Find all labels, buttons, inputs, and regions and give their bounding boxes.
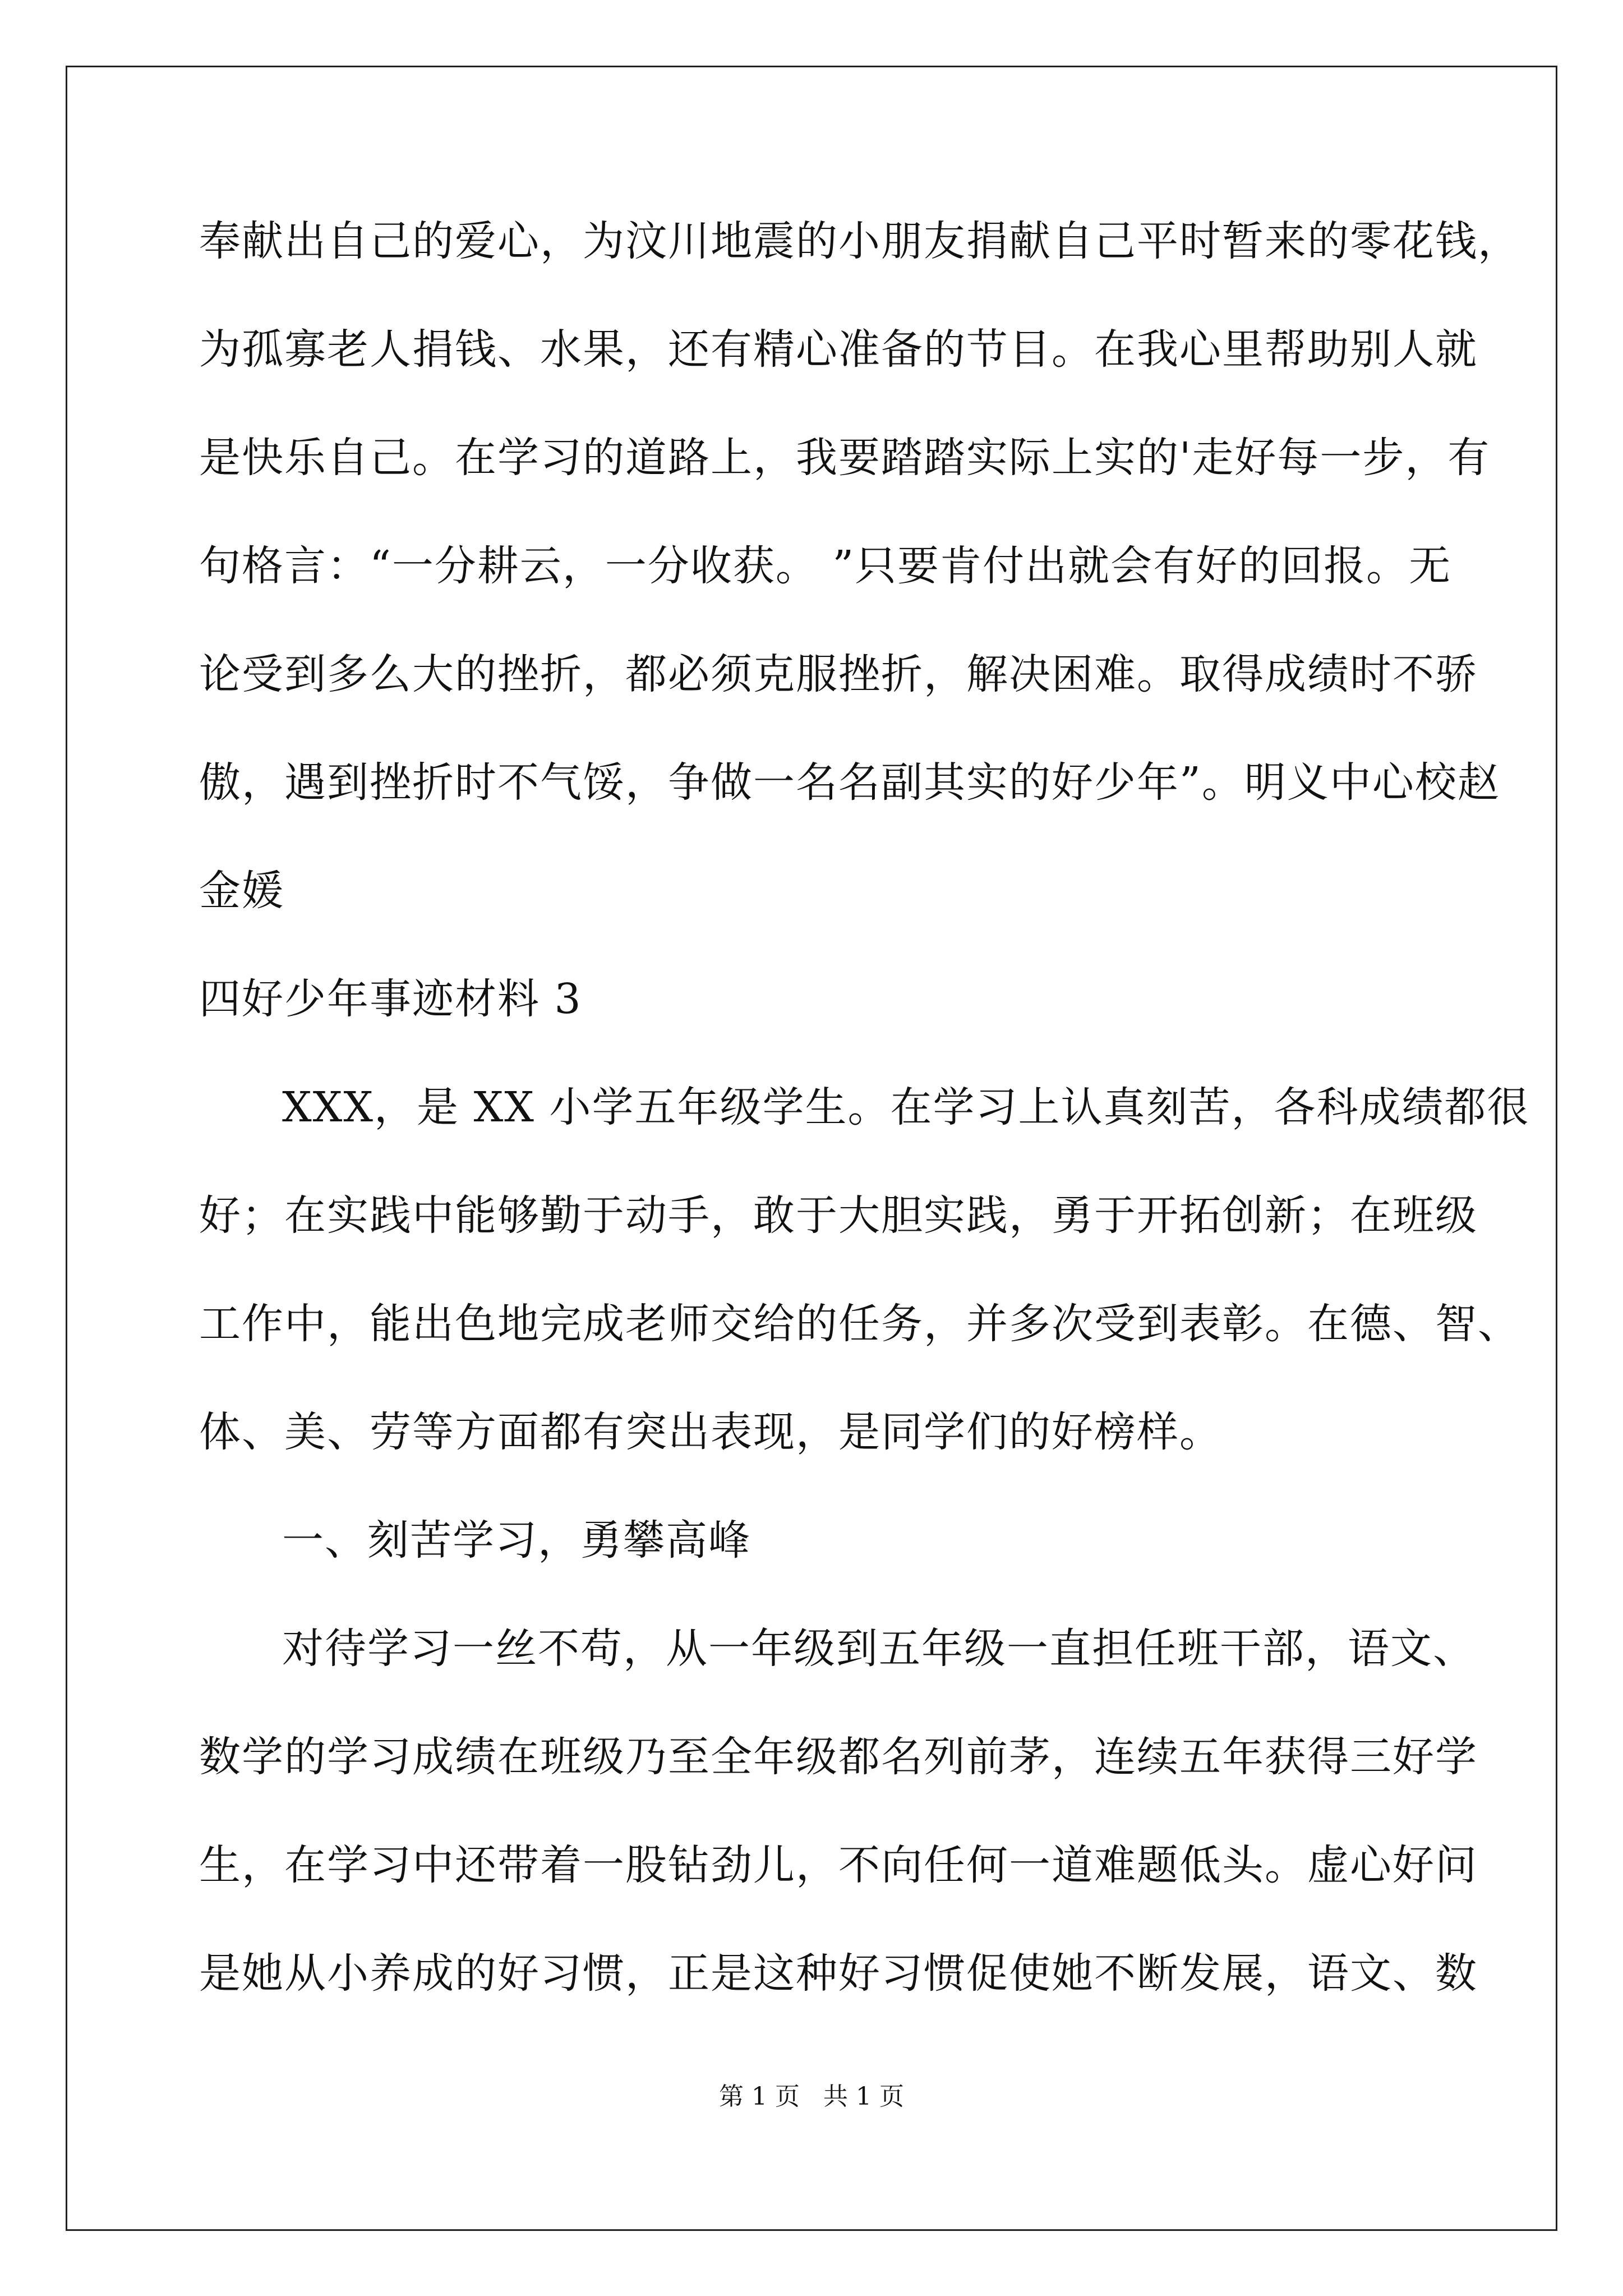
text-line: 金媛 — [199, 867, 284, 915]
text-line: 生，在学习中还带着一股钻劲儿，不向任何一道难题低头。虚心好问 — [199, 1841, 1478, 1889]
subsection-heading: 一、刻苦学习，勇攀高峰 — [282, 1516, 751, 1565]
section-heading: 四好少年事迹材料 3 — [199, 975, 582, 1023]
page-total: 共 1 页 — [823, 2082, 904, 2111]
text-line: 数学的学习成绩在班级乃至全年级都名列前茅，连续五年获得三好学 — [199, 1733, 1478, 1781]
paragraph-start: 对待学习一丝不苟，从一年级到五年级一直担任班干部，语文、 — [282, 1625, 1476, 1673]
page-footer — [0, 2080, 1623, 2114]
document-body — [199, 208, 1530, 2048]
text-line: 论受到多么大的挫折，都必须克服挫折，解决困难。取得成绩时不骄 — [199, 650, 1478, 698]
text-line: 句格言：“一分耕云，一分收获。 ”只要肯付出就会有好的回报。无 — [199, 542, 1452, 590]
page-number: 第 1 页 — [719, 2082, 800, 2111]
text-line: 体、美、劳等方面都有突出表现，是同学们的好榜样。 — [199, 1408, 1222, 1456]
text-line: 是她从小养成的好习惯，正是这种好习惯促使她不断发展，语文、数 — [199, 1949, 1478, 1998]
text-line: 好；在实践中能够勤于动手，敢于大胆实践，勇于开拓创新；在班级 — [199, 1191, 1478, 1240]
text-line: 为孤寡老人捐钱、水果，还有精心准备的节目。在我心里帮助别人就 — [199, 325, 1478, 374]
text-line: 奉献出自己的爱心，为汶川地震的小朋友捐献自己平时暂来的零花钱， — [199, 217, 1520, 265]
text-line: 工作中，能出色地完成老师交给的任务，并多次受到表彰。在德、智、 — [199, 1300, 1520, 1348]
paragraph-start: XXX，是 XX 小学五年级学生。在学习上认真刻苦，各科成绩都很 — [282, 1083, 1530, 1131]
text-line: 傲，遇到挫折时不气馁，争做一名名副其实的好少年”。明义中心校赵 — [199, 758, 1500, 807]
text-line: 是快乐自己。在学习的道路上，我要踏踏实际上实的'走好每一步，有 — [199, 434, 1491, 482]
